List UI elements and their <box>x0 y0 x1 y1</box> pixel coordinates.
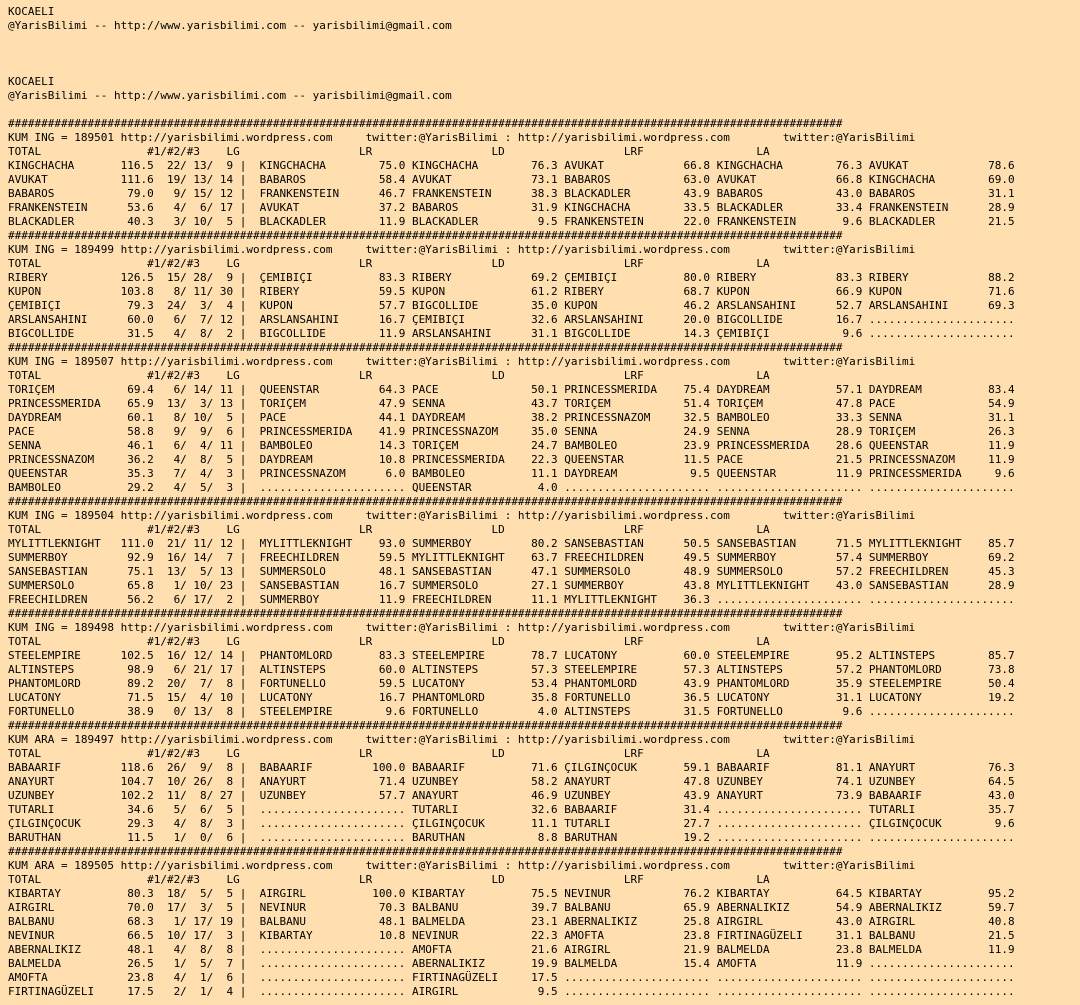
horse-row: PACE 58.8 9/ 9/ 6 | PRINCESSMERIDA 41.9 PRINCESSNAZOM 35.0 SENNA 24.9 SENNA 28.9 TORIÇEM 26.3 <box>8 425 1015 438</box>
horse-row: AMOFTA 23.8 4/ 1/ 6 | ...................... FIRTINAGÜZELI 17.5 ...................... ...................... ...................... <box>8 971 1015 984</box>
horse-row: ÇEMIBIÇI 79.3 24/ 3/ 4 | KUPON 57.7 BIGCOLLIDE 35.0 KUPON 46.2 ARSLANSAHINI 52.7 ARSLANSAHINI 69.3 <box>8 299 1015 312</box>
horse-row: PHANTOMLORD 89.2 20/ 7/ 8 | FORTUNELLO 59.5 LUCATONY 53.4 PHANTOMLORD 43.9 PHANTOMLORD 35.9 STEELEMPIRE 50.4 <box>8 677 1015 690</box>
horse-row: SUMMERSOLO 65.8 1/ 10/ 23 | SANSEBASTIAN 16.7 SUMMERSOLO 27.1 SUMMERBOY 43.8 MYLITTLEKNIGHT 43.0 SANSEBASTIAN 28.9 <box>8 579 1015 592</box>
horse-row: ABERNALIKIZ 48.1 4/ 8/ 8 | ...................... AMOFTA 21.6 AIRGIRL 21.9 BALMELDA 23.8 BALMELDA 11.9 <box>8 943 1015 956</box>
horse-row: SANSEBASTIAN 75.1 13/ 5/ 13 | SUMMERSOLO 48.1 SANSEBASTIAN 47.1 SUMMERSOLO 48.9 SUMMERSOLO 57.2 FREECHILDREN 45.3 <box>8 565 1015 578</box>
horse-row: MYLITTLEKNIGHT 111.0 21/ 11/ 12 | MYLITTLEKNIGHT 93.0 SUMMERBOY 80.2 SANSEBASTIAN 50.5 SANSEBASTIAN 71.5 MYLITTLEKNIGHT 85.7 <box>8 537 1015 550</box>
horse-row: TUTARLI 34.6 5/ 6/ 5 | ...................... TUTARLI 32.6 BABAARIF 31.4 ...................... TUTARLI 35.7 <box>8 803 1015 816</box>
column-header-line: TOTAL #1/#2/#3 LG LR LD LRF LA <box>8 145 770 158</box>
contact-line: @YarisBilimi -- http://www.yarisbilimi.com -- yarisbilimi@gmail.com <box>8 19 452 32</box>
contact-line: @YarisBilimi -- http://www.yarisbilimi.com -- yarisbilimi@gmail.com <box>8 89 452 102</box>
horse-row: TORIÇEM 69.4 6/ 14/ 11 | QUEENSTAR 64.3 PACE 50.1 PRINCESSMERIDA 75.4 DAYDREAM 57.1 DAYDREAM 83.4 <box>8 383 1015 396</box>
horse-row: KIBARTAY 80.3 18/ 5/ 5 | AIRGIRL 100.0 KIBARTAY 75.5 NEVINUR 76.2 KIBARTAY 64.5 KIBARTAY 95.2 <box>8 887 1015 900</box>
horse-row: STEELEMPIRE 102.5 16/ 12/ 14 | PHANTOMLORD 83.3 STEELEMPIRE 78.7 LUCATONY 60.0 STEELEMPIRE 95.2 ALTINSTEPS 85.7 <box>8 649 1015 662</box>
separator-line: ############################################################################################################################## <box>8 607 843 620</box>
horse-row: PRINCESSMERIDA 65.9 13/ 3/ 13 | TORIÇEM 47.9 SENNA 43.7 TORIÇEM 51.4 TORIÇEM 47.8 PACE 54.9 <box>8 397 1015 410</box>
separator-line: ############################################################################################################################## <box>8 719 843 732</box>
horse-row: BABAROS 79.0 9/ 15/ 12 | FRANKENSTEIN 46.7 FRANKENSTEIN 38.3 BLACKADLER 43.9 BABAROS 43.0 BABAROS 31.1 <box>8 187 1015 200</box>
column-header-line: TOTAL #1/#2/#3 LG LR LD LRF LA <box>8 873 770 886</box>
race-header-line: KUM ING = 189507 http://yarisbilimi.wordpress.com twitter:@YarisBilimi : http://yarisbilimi.wordpress.com twitter:@YarisBilimi <box>8 355 916 368</box>
horse-row: BAMBOLEO 29.2 4/ 5/ 3 | ...................... QUEENSTAR 4.0 ...................... ...................... ...................... <box>8 481 1015 494</box>
horse-row: QUEENSTAR 35.3 7/ 4/ 3 | PRINCESSNAZOM 6.0 BAMBOLEO 11.1 DAYDREAM 9.5 QUEENSTAR 11.9 PRINCESSMERIDA 9.6 <box>8 467 1015 480</box>
horse-row: NEVINUR 66.5 10/ 17/ 3 | KIBARTAY 10.8 NEVINUR 22.3 AMOFTA 23.8 FIRTINAGÜZELI 31.1 BALBANU 21.5 <box>8 929 1015 942</box>
horse-row: BLACKADLER 40.3 3/ 10/ 5 | BLACKADLER 11.9 BLACKADLER 9.5 FRANKENSTEIN 22.0 FRANKENSTEIN 9.6 BLACKADLER 21.5 <box>8 215 1015 228</box>
race-header-line: KUM ING = 189498 http://yarisbilimi.wordpress.com twitter:@YarisBilimi : http://yarisbilimi.wordpress.com twitter:@YarisBilimi <box>8 621 916 634</box>
horse-row: SUMMERBOY 92.9 16/ 14/ 7 | FREECHILDREN 59.5 MYLITTLEKNIGHT 63.7 FREECHILDREN 49.5 SUMMERBOY 57.4 SUMMERBOY 69.2 <box>8 551 1015 564</box>
race-header-line: KUM ARA = 189505 http://yarisbilimi.wordpress.com twitter:@YarisBilimi : http://yarisbilimi.wordpress.com twitter:@YarisBilimi <box>8 859 916 872</box>
race-header-line: KUM ARA = 189497 http://yarisbilimi.wordpress.com twitter:@YarisBilimi : http://yarisbilimi.wordpress.com twitter:@YarisBilimi <box>8 733 916 746</box>
horse-row: LUCATONY 71.5 15/ 4/ 10 | LUCATONY 16.7 PHANTOMLORD 35.8 FORTUNELLO 36.5 LUCATONY 31.1 LUCATONY 19.2 <box>8 691 1015 704</box>
separator-line: ############################################################################################################################## <box>8 117 843 130</box>
horse-row: ARSLANSAHINI 60.0 6/ 7/ 12 | ARSLANSAHINI 16.7 ÇEMIBIÇI 32.6 ARSLANSAHINI 20.0 BIGCOLLIDE 16.7 ...................... <box>8 313 1015 326</box>
race-header-line: KUM ING = 189499 http://yarisbilimi.wordpress.com twitter:@YarisBilimi : http://yarisbilimi.wordpress.com twitter:@YarisBilimi <box>8 243 916 256</box>
horse-row: UZUNBEY 102.2 11/ 8/ 27 | UZUNBEY 57.7 ANAYURT 46.9 UZUNBEY 43.9 ANAYURT 73.9 BABAARIF 43.0 <box>8 789 1015 802</box>
horse-row: ÇILGINÇOCUK 29.3 4/ 8/ 3 | ...................... ÇILGINÇOCUK 11.1 TUTARLI 27.7 ...................... ÇILGINÇOCUK 9.6 <box>8 817 1015 830</box>
horse-row: RIBERY 126.5 15/ 28/ 9 | ÇEMIBIÇI 83.3 RIBERY 69.2 ÇEMIBIÇI 80.0 RIBERY 83.3 RIBERY 88.2 <box>8 271 1015 284</box>
horse-row: AVUKAT 111.6 19/ 13/ 14 | BABAROS 58.4 AVUKAT 73.1 BABAROS 63.0 AVUKAT 66.8 KINGCHACHA 69.0 <box>8 173 1015 186</box>
race-header-line: KUM ING = 189504 http://yarisbilimi.wordpress.com twitter:@YarisBilimi : http://yarisbilimi.wordpress.com twitter:@YarisBilimi <box>8 509 916 522</box>
separator-line: ############################################################################################################################## <box>8 845 843 858</box>
horse-row: KUPON 103.8 8/ 11/ 30 | RIBERY 59.5 KUPON 61.2 RIBERY 68.7 KUPON 66.9 KUPON 71.6 <box>8 285 1015 298</box>
city-title: KOCAELI <box>8 5 55 18</box>
horse-row: AIRGIRL 70.0 17/ 3/ 5 | NEVINUR 70.3 BALBANU 39.7 BALBANU 65.9 ABERNALIKIZ 54.9 ABERNALIKIZ 59.7 <box>8 901 1015 914</box>
separator-line: ############################################################################################################################## <box>8 229 843 242</box>
horse-row: FREECHILDREN 56.2 6/ 17/ 2 | SUMMERBOY 11.9 FREECHILDREN 11.1 MYLITTLEKNIGHT 36.3 ...................... ...................... <box>8 593 1015 606</box>
column-header-line: TOTAL #1/#2/#3 LG LR LD LRF LA <box>8 523 770 536</box>
horse-row: ANAYURT 104.7 10/ 26/ 8 | ANAYURT 71.4 UZUNBEY 58.2 ANAYURT 47.8 UZUNBEY 74.1 UZUNBEY 64.5 <box>8 775 1015 788</box>
column-header-line: TOTAL #1/#2/#3 LG LR LD LRF LA <box>8 635 770 648</box>
horse-row: KINGCHACHA 116.5 22/ 13/ 9 | KINGCHACHA 75.0 KINGCHACHA 76.3 AVUKAT 66.8 KINGCHACHA 76.3 AVUKAT 78.6 <box>8 159 1015 172</box>
horse-row: BABAARIF 118.6 26/ 9/ 8 | BABAARIF 100.0 BABAARIF 71.6 ÇILGINÇOCUK 59.1 BABAARIF 81.1 ANAYURT 76.3 <box>8 761 1015 774</box>
column-header-line: TOTAL #1/#2/#3 LG LR LD LRF LA <box>8 369 770 382</box>
horse-row: FORTUNELLO 38.9 0/ 13/ 8 | STEELEMPIRE 9.6 FORTUNELLO 4.0 ALTINSTEPS 31.5 FORTUNELLO 9.6 ...................... <box>8 705 1015 718</box>
horse-row: BALBANU 68.3 1/ 17/ 19 | BALBANU 48.1 BALMELDA 23.1 ABERNALIKIZ 25.8 AIRGIRL 43.0 AIRGIRL 40.8 <box>8 915 1015 928</box>
horse-row: PRINCESSNAZOM 36.2 4/ 8/ 5 | DAYDREAM 10.8 PRINCESSMERIDA 22.3 QUEENSTAR 11.5 PACE 21.5 PRINCESSNAZOM 11.9 <box>8 453 1015 466</box>
horse-row: BALMELDA 26.5 1/ 5/ 7 | ...................... ABERNALIKIZ 19.9 BALMELDA 15.4 AMOFTA 11.9 ...................... <box>8 957 1015 970</box>
horse-row: FIRTINAGÜZELI 17.5 2/ 1/ 4 | ...................... AIRGIRL 9.5 ...................... ...................... ...................... <box>8 985 1015 998</box>
column-header-line: TOTAL #1/#2/#3 LG LR LD LRF LA <box>8 747 770 760</box>
separator-line: ############################################################################################################################## <box>8 495 843 508</box>
race-header-line: KUM ING = 189501 http://yarisbilimi.wordpress.com twitter:@YarisBilimi : http://yarisbilimi.wordpress.com twitter:@YarisBilimi <box>8 131 916 144</box>
horse-row: DAYDREAM 60.1 8/ 10/ 5 | PACE 44.1 DAYDREAM 38.2 PRINCESSNAZOM 32.5 BAMBOLEO 33.3 SENNA 31.1 <box>8 411 1015 424</box>
city-title: KOCAELI <box>8 75 55 88</box>
horse-row: SENNA 46.1 6/ 4/ 11 | BAMBOLEO 14.3 TORIÇEM 24.7 BAMBOLEO 23.9 PRINCESSMERIDA 28.6 QUEENSTAR 11.9 <box>8 439 1015 452</box>
horse-row: BIGCOLLIDE 31.5 4/ 8/ 2 | BIGCOLLIDE 11.9 ARSLANSAHINI 31.1 BIGCOLLIDE 14.3 ÇEMIBIÇI 9.6 ...................... <box>8 327 1015 340</box>
horse-row: BARUTHAN 11.5 1/ 0/ 6 | ...................... BARUTHAN 8.8 BARUTHAN 19.2 ...................... ...................... <box>8 831 1015 844</box>
horse-row: ALTINSTEPS 98.9 6/ 21/ 17 | ALTINSTEPS 60.0 ALTINSTEPS 57.3 STEELEMPIRE 57.3 ALTINSTEPS 57.2 PHANTOMLORD 73.8 <box>8 663 1015 676</box>
horse-row: FRANKENSTEIN 53.6 4/ 6/ 17 | AVUKAT 37.2 BABAROS 31.9 KINGCHACHA 33.5 BLACKADLER 33.4 FRANKENSTEIN 28.9 <box>8 201 1015 214</box>
separator-line: ############################################################################################################################## <box>8 341 843 354</box>
column-header-line: TOTAL #1/#2/#3 LG LR LD LRF LA <box>8 257 770 270</box>
